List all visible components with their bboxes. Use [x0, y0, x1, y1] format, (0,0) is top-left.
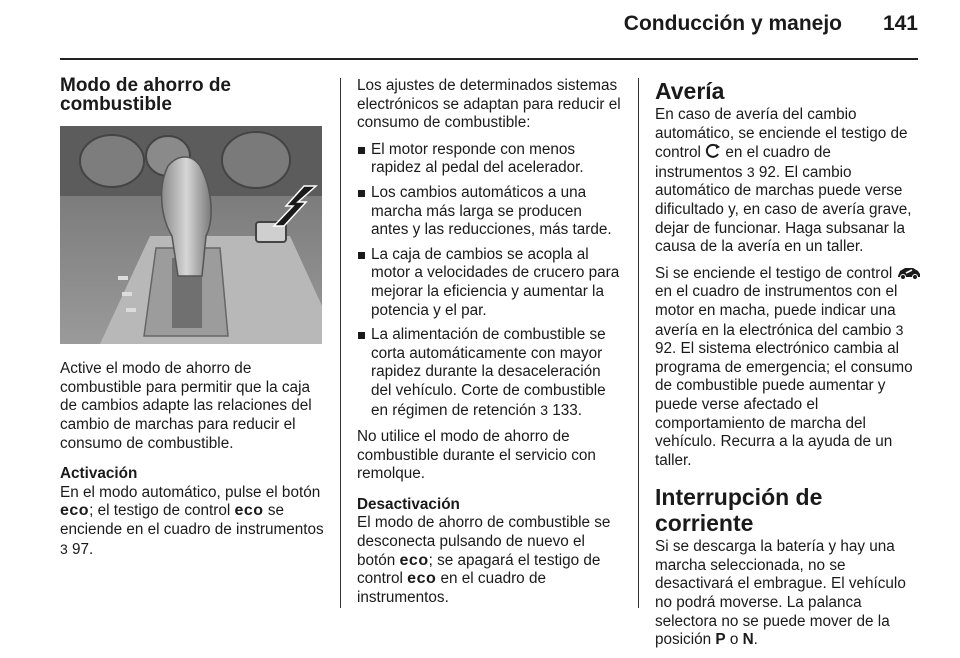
- list-item: La alimentación de combustible se corta automáticamente con mayor rapidez durante la desaceleración del vehículo. Corte de combustible en régimen de retención 3 133.: [357, 326, 621, 420]
- deactivation-paragraph: El modo de ahorro de combustible se desconecta pulsando de nuevo el botón eco; se apagará el testigo de control eco en el cuadro de instrumentos.: [357, 514, 611, 606]
- deactivation-heading: Desactivación: [357, 495, 460, 513]
- gear-selector-photo: [60, 126, 322, 344]
- activation-heading: Activación: [60, 465, 138, 483]
- column-divider: [340, 78, 341, 608]
- section-title-fault: Avería: [655, 78, 725, 104]
- note-paragraph: No utilice el modo de ahorro de combustible durante el servicio con remolque.: [357, 428, 596, 483]
- page-reference-icon: 3: [746, 163, 755, 180]
- fault-paragraph: En caso de avería del cambio automático, se enciende el testigo de control en el cuadro de instrumentos 3 92. El cambio automático de marchas puede verse dificultado y, en caso de avería grave, dejar de funcionar. Haga subsanar la causa de la avería en un taller.: [655, 106, 912, 256]
- page-number: 141: [882, 12, 918, 35]
- column-divider: [638, 78, 639, 608]
- column-3: [655, 78, 921, 658]
- list-item: El motor responde con menos rapidez al pedal del acelerador.: [357, 141, 621, 178]
- list-item: La caja de cambios se acopla al motor a velocidades de crucero para mejorar la eficiencia y aumentar la potencia y el par.: [357, 246, 621, 320]
- eco-button-symbol: eco: [60, 502, 90, 520]
- eco-button-symbol: eco: [399, 551, 429, 569]
- position-n-label: N: [742, 631, 754, 649]
- gearbox-warning-icon: [705, 143, 721, 159]
- section-title-power: Interrupción de corriente: [655, 484, 823, 537]
- power-paragraph: Si se descarga la batería y hay una marcha seleccionada, no se desactivará el embrague. El vehículo no podrá moverse. La palanca selectora no se puede mover de la posición P o N.: [655, 538, 906, 649]
- bullet-list: [357, 141, 621, 420]
- position-p-label: P: [715, 631, 726, 649]
- column-2: [357, 77, 621, 615]
- eco-telltale-symbol: eco: [234, 502, 264, 520]
- page-reference-icon: 3: [895, 321, 904, 338]
- activation-paragraph: En el modo automático, pulse el botón eco; el testigo de control eco se enciende en el cuadro de instrumentos 3 97.: [60, 483, 324, 558]
- page-reference-icon: 3: [60, 540, 68, 557]
- header-rule: [60, 58, 918, 60]
- intro-paragraph: Active el modo de ahorro de combustible para permitir que la caja de cambios adapte las relaciones del cambio de marchas para reducir el consumo de combustible.: [60, 360, 312, 452]
- list-item: Los cambios automáticos a una marcha más larga se producen antes y las reducciones, más tarde.: [357, 184, 621, 240]
- electronics-paragraph: Si se enciende el testigo de control en el cuadro de instrumentos con el motor en macha, puede indicar una avería en la electrónica del cambio 3 92. El sistema electrónico cambia al programa de emergencia; el consumo de combustible puede aumentar y puede verse afectado el comportamiento de marcha del vehículo. Recurra a la ayuda de un taller.: [655, 265, 921, 471]
- header-title: Conducción y manejo: [623, 12, 842, 35]
- section-title: Modo de ahorro de combustible: [60, 75, 231, 115]
- car-wrench-icon: [897, 266, 921, 280]
- column-1: [60, 72, 324, 567]
- eco-telltale-symbol: eco: [407, 570, 437, 588]
- intro-paragraph: Los ajustes de determinados sistemas electrónicos se adaptan para reducir el consumo de combustible:: [357, 77, 621, 132]
- page-reference-icon: 3: [540, 401, 549, 418]
